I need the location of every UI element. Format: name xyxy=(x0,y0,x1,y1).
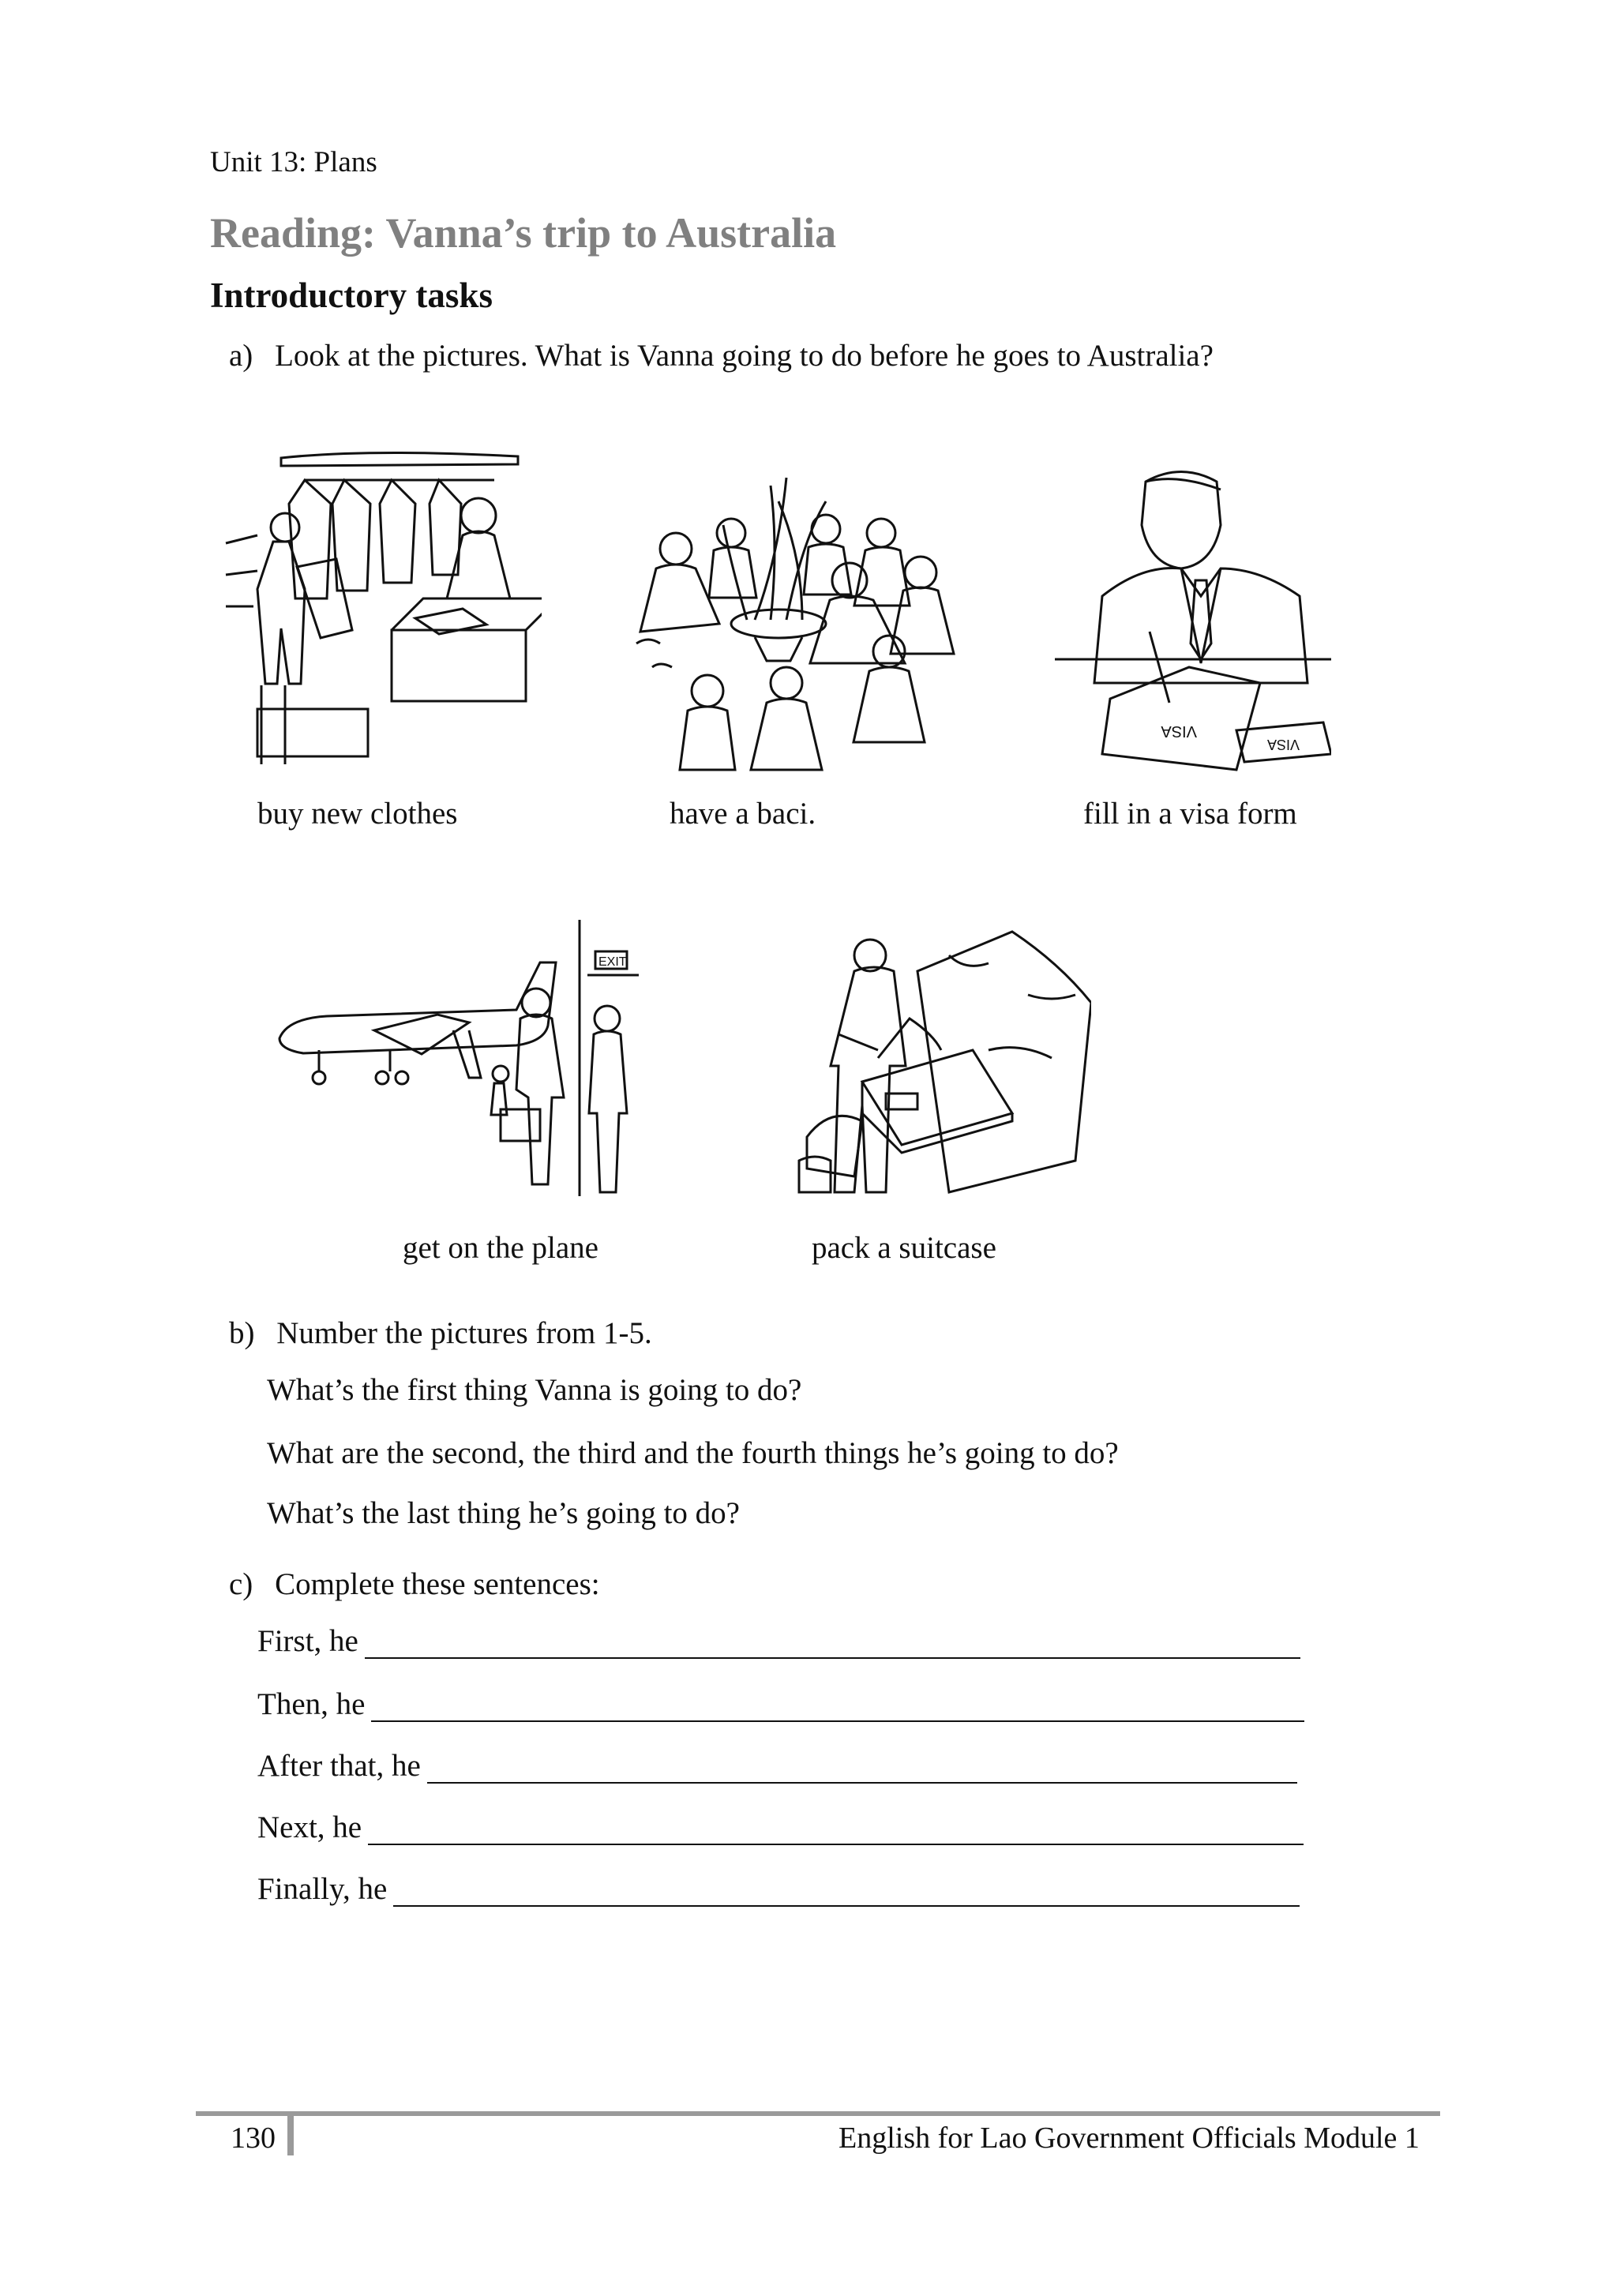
answer-blank[interactable] xyxy=(368,1815,1304,1845)
section-heading: Introductory tasks xyxy=(210,276,493,315)
caption-have-a-baci: have a baci. xyxy=(670,797,816,831)
task-c-marker: c) xyxy=(229,1567,253,1601)
task-b-marker: b) xyxy=(229,1316,255,1350)
sentence-row-after-that xyxy=(257,1748,1297,1784)
task-c-text: Complete these sentences: xyxy=(275,1567,600,1601)
answer-blank[interactable] xyxy=(371,1692,1304,1722)
airplane-illustration xyxy=(272,920,643,1208)
sentence-row-first xyxy=(257,1623,1300,1659)
caption-pack-suitcase: pack a suitcase xyxy=(812,1231,996,1265)
sentence-prompt: Then, he xyxy=(257,1687,366,1721)
unit-header: Unit 13: Plans xyxy=(210,146,377,178)
sentence-prompt: Finally, he xyxy=(257,1872,388,1906)
task-c xyxy=(229,1566,600,1602)
answer-blank[interactable] xyxy=(427,1754,1297,1784)
task-a-text: Look at the pictures. What is Vanna going to do before he goes to Australia? xyxy=(275,339,1214,373)
sentence-prompt: Next, he xyxy=(257,1810,362,1844)
sentence-prompt: First, he xyxy=(257,1624,358,1658)
question-first-thing: What’s the first thing Vanna is going to do? xyxy=(267,1373,802,1407)
sentence-row-next xyxy=(257,1810,1304,1845)
sentence-row-finally xyxy=(257,1871,1300,1907)
baci-ceremony-illustration xyxy=(621,462,960,778)
task-a-marker: a) xyxy=(229,339,253,373)
sentence-row-then xyxy=(257,1686,1304,1722)
book-title: English for Lao Government Officials Module 1 xyxy=(839,2122,1420,2155)
suitcase-illustration xyxy=(791,924,1091,1208)
caption-fill-in-visa-form: fill in a visa form xyxy=(1083,797,1297,831)
visa-form-illustration xyxy=(1055,462,1331,774)
caption-buy-new-clothes: buy new clothes xyxy=(257,797,458,831)
task-a xyxy=(229,338,1214,373)
task-b-text: Number the pictures from 1-5. xyxy=(276,1316,652,1350)
sentence-prompt: After that, he xyxy=(257,1749,421,1783)
page-title: Reading: Vanna’s trip to Australia xyxy=(210,209,837,257)
page-number: 130 xyxy=(231,2122,276,2155)
answer-blank[interactable] xyxy=(365,1629,1300,1659)
caption-get-on-plane: get on the plane xyxy=(403,1231,598,1265)
task-b xyxy=(229,1315,652,1351)
visa-label-2: VISA xyxy=(1266,737,1300,752)
question-middle-things: What are the second, the third and the fourth things he’s going to do? xyxy=(267,1436,1119,1470)
exit-sign-label: EXIT xyxy=(598,955,627,969)
visa-label: VISA xyxy=(1161,722,1197,740)
clothes-shop-illustration xyxy=(210,448,542,772)
answer-blank[interactable] xyxy=(393,1877,1300,1907)
footer-divider xyxy=(287,2111,294,2155)
footer-rule xyxy=(196,2111,1440,2116)
question-last-thing: What’s the last thing he’s going to do? xyxy=(267,1496,740,1530)
